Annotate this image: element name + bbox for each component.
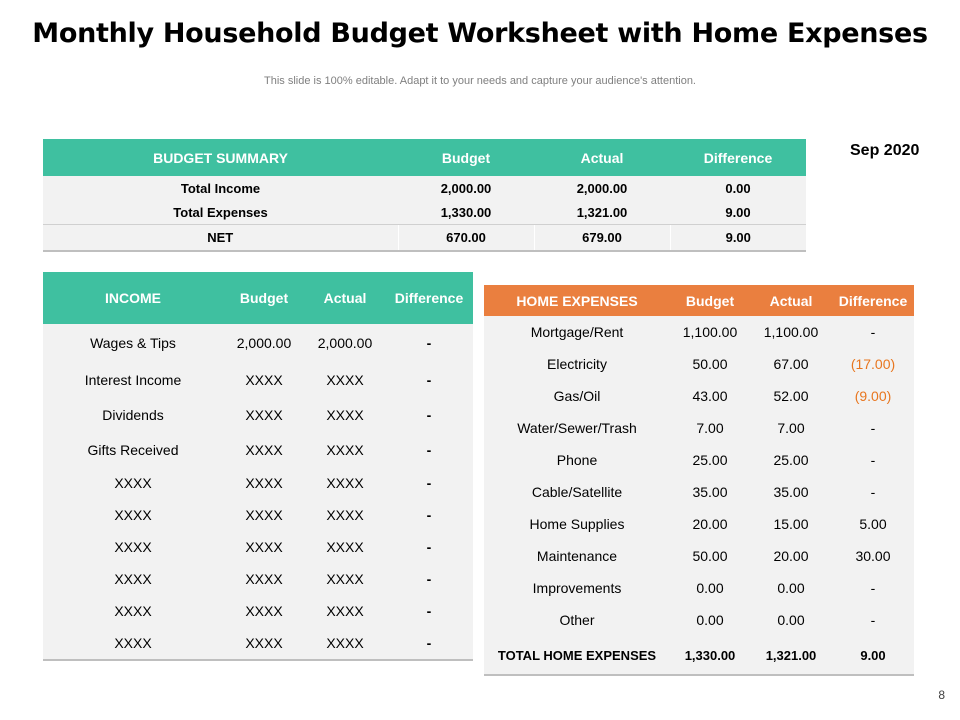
table-cell: - bbox=[385, 467, 473, 499]
table-cell: XXXX bbox=[223, 397, 305, 432]
table-cell: - bbox=[385, 595, 473, 627]
table-cell: 1,321.00 bbox=[750, 636, 832, 675]
table-cell: - bbox=[385, 324, 473, 362]
table-cell: - bbox=[385, 362, 473, 397]
table-cell: 0.00 bbox=[750, 604, 832, 636]
table-cell: Water/Sewer/Trash bbox=[484, 412, 670, 444]
header-cell: Budget bbox=[670, 285, 750, 316]
table-cell: 20.00 bbox=[670, 508, 750, 540]
table-cell: - bbox=[832, 604, 914, 636]
header-cell: Budget bbox=[223, 272, 305, 324]
table-cell: Maintenance bbox=[484, 540, 670, 572]
table-cell: 0.00 bbox=[670, 572, 750, 604]
table-row bbox=[484, 604, 914, 636]
table-cell: 1,100.00 bbox=[670, 316, 750, 348]
table-cell: 9.00 bbox=[832, 636, 914, 675]
table-cell: XXXX bbox=[305, 627, 385, 660]
table-cell: Improvements bbox=[484, 572, 670, 604]
table-cell: 67.00 bbox=[750, 348, 832, 380]
table-row bbox=[43, 362, 473, 397]
header-cell: Difference bbox=[670, 139, 806, 176]
home-expenses-table bbox=[484, 285, 914, 676]
table-row bbox=[484, 412, 914, 444]
table-cell: XXXX bbox=[223, 467, 305, 499]
table-cell: - bbox=[832, 476, 914, 508]
header-cell: HOME EXPENSES bbox=[484, 285, 670, 316]
table-row bbox=[43, 324, 473, 362]
table-cell: TOTAL HOME EXPENSES bbox=[484, 636, 670, 675]
table-cell: 25.00 bbox=[750, 444, 832, 476]
table-row bbox=[43, 225, 806, 252]
header-cell: Actual bbox=[305, 272, 385, 324]
table-cell: 1,330.00 bbox=[398, 200, 534, 225]
table-cell: XXXX bbox=[43, 467, 223, 499]
header-cell: Actual bbox=[534, 139, 670, 176]
header-cell: INCOME bbox=[43, 272, 223, 324]
header-cell: Difference bbox=[832, 285, 914, 316]
page-title: Monthly Household Budget Worksheet with Home Expenses bbox=[32, 18, 928, 49]
table-cell: Electricity bbox=[484, 348, 670, 380]
table-cell: Dividends bbox=[43, 397, 223, 432]
table-header-row bbox=[43, 272, 473, 324]
table-cell: Total Income bbox=[43, 176, 398, 200]
table-cell: Mortgage/Rent bbox=[484, 316, 670, 348]
table-cell: 0.00 bbox=[750, 572, 832, 604]
table-cell: XXXX bbox=[305, 467, 385, 499]
table-cell: 15.00 bbox=[750, 508, 832, 540]
negative-value-cell: (9.00) bbox=[832, 380, 914, 412]
table-cell: XXXX bbox=[305, 397, 385, 432]
table-cell: 679.00 bbox=[534, 225, 670, 252]
table-cell: 670.00 bbox=[398, 225, 534, 252]
page-subtitle: This slide is 100% editable. Adapt it to your needs and capture your audience's attention. bbox=[264, 75, 696, 87]
table-row bbox=[43, 432, 473, 467]
table-row bbox=[484, 316, 914, 348]
table-row bbox=[484, 348, 914, 380]
table-row bbox=[43, 176, 806, 200]
table-cell: 30.00 bbox=[832, 540, 914, 572]
table-row bbox=[43, 627, 473, 660]
table-cell: 50.00 bbox=[670, 348, 750, 380]
table-cell: XXXX bbox=[223, 627, 305, 660]
table-cell: XXXX bbox=[305, 362, 385, 397]
table-cell: XXXX bbox=[43, 595, 223, 627]
table-cell: - bbox=[832, 572, 914, 604]
table-cell: Cable/Satellite bbox=[484, 476, 670, 508]
page-number: 8 bbox=[938, 688, 945, 702]
table-cell: - bbox=[385, 499, 473, 531]
table-cell: 43.00 bbox=[670, 380, 750, 412]
table-cell: - bbox=[832, 316, 914, 348]
table-cell: XXXX bbox=[43, 563, 223, 595]
table-cell: XXXX bbox=[223, 362, 305, 397]
table-cell: Total Expenses bbox=[43, 200, 398, 225]
negative-value-cell: (17.00) bbox=[832, 348, 914, 380]
table-cell: XXXX bbox=[43, 499, 223, 531]
table-cell: 50.00 bbox=[670, 540, 750, 572]
table-cell: XXXX bbox=[223, 432, 305, 467]
table-row bbox=[43, 499, 473, 531]
table-cell: - bbox=[385, 563, 473, 595]
header-cell: Actual bbox=[750, 285, 832, 316]
table-cell: XXXX bbox=[43, 531, 223, 563]
table-cell: Gas/Oil bbox=[484, 380, 670, 412]
table-cell: - bbox=[385, 432, 473, 467]
table-row bbox=[43, 200, 806, 225]
table-cell: 9.00 bbox=[670, 225, 806, 252]
table-row bbox=[484, 572, 914, 604]
table-cell: XXXX bbox=[305, 499, 385, 531]
income-table bbox=[43, 272, 473, 661]
table-cell: 52.00 bbox=[750, 380, 832, 412]
table-row bbox=[43, 595, 473, 627]
table-cell: 1,321.00 bbox=[534, 200, 670, 225]
table-cell: XXXX bbox=[223, 563, 305, 595]
budget-date: Sep 2020 bbox=[850, 142, 920, 159]
table-cell: 2,000.00 bbox=[305, 324, 385, 362]
table-header-row bbox=[484, 285, 914, 316]
table-cell: 0.00 bbox=[670, 604, 750, 636]
table-cell: Gifts Received bbox=[43, 432, 223, 467]
table-cell: XXXX bbox=[223, 499, 305, 531]
table-cell: 2,000.00 bbox=[534, 176, 670, 200]
table-cell: 1,330.00 bbox=[670, 636, 750, 675]
table-row bbox=[484, 476, 914, 508]
table-cell: Interest Income bbox=[43, 362, 223, 397]
table-cell: Wages & Tips bbox=[43, 324, 223, 362]
table-cell: 2,000.00 bbox=[398, 176, 534, 200]
table-cell: XXXX bbox=[305, 595, 385, 627]
table-cell: 5.00 bbox=[832, 508, 914, 540]
table-cell: 1,100.00 bbox=[750, 316, 832, 348]
table-row bbox=[484, 380, 914, 412]
table-cell: XXXX bbox=[43, 627, 223, 660]
table-cell: Phone bbox=[484, 444, 670, 476]
table-header-row bbox=[43, 139, 806, 176]
table-cell: XXXX bbox=[223, 595, 305, 627]
table-cell: 9.00 bbox=[670, 200, 806, 225]
table-cell: 2,000.00 bbox=[223, 324, 305, 362]
table-cell: - bbox=[385, 531, 473, 563]
table-cell: - bbox=[832, 412, 914, 444]
table-cell: NET bbox=[43, 225, 398, 252]
table-cell: - bbox=[385, 627, 473, 660]
table-row bbox=[43, 563, 473, 595]
table-cell: 7.00 bbox=[750, 412, 832, 444]
header-cell: BUDGET SUMMARY bbox=[43, 139, 398, 176]
table-cell: Other bbox=[484, 604, 670, 636]
header-cell: Budget bbox=[398, 139, 534, 176]
table-row bbox=[43, 467, 473, 499]
table-cell: 35.00 bbox=[670, 476, 750, 508]
table-cell: 25.00 bbox=[670, 444, 750, 476]
table-row bbox=[43, 397, 473, 432]
table-row bbox=[484, 444, 914, 476]
table-cell: 35.00 bbox=[750, 476, 832, 508]
table-cell: - bbox=[832, 444, 914, 476]
table-cell: XXXX bbox=[305, 531, 385, 563]
table-row bbox=[484, 540, 914, 572]
total-row bbox=[484, 636, 914, 675]
table-cell: 0.00 bbox=[670, 176, 806, 200]
table-cell: XXXX bbox=[223, 531, 305, 563]
table-cell: 7.00 bbox=[670, 412, 750, 444]
table-cell: Home Supplies bbox=[484, 508, 670, 540]
budget-summary-table bbox=[43, 139, 806, 252]
table-row bbox=[43, 531, 473, 563]
table-cell: XXXX bbox=[305, 563, 385, 595]
header-cell: Difference bbox=[385, 272, 473, 324]
table-cell: 20.00 bbox=[750, 540, 832, 572]
table-row bbox=[484, 508, 914, 540]
table-cell: - bbox=[385, 397, 473, 432]
table-cell: XXXX bbox=[305, 432, 385, 467]
